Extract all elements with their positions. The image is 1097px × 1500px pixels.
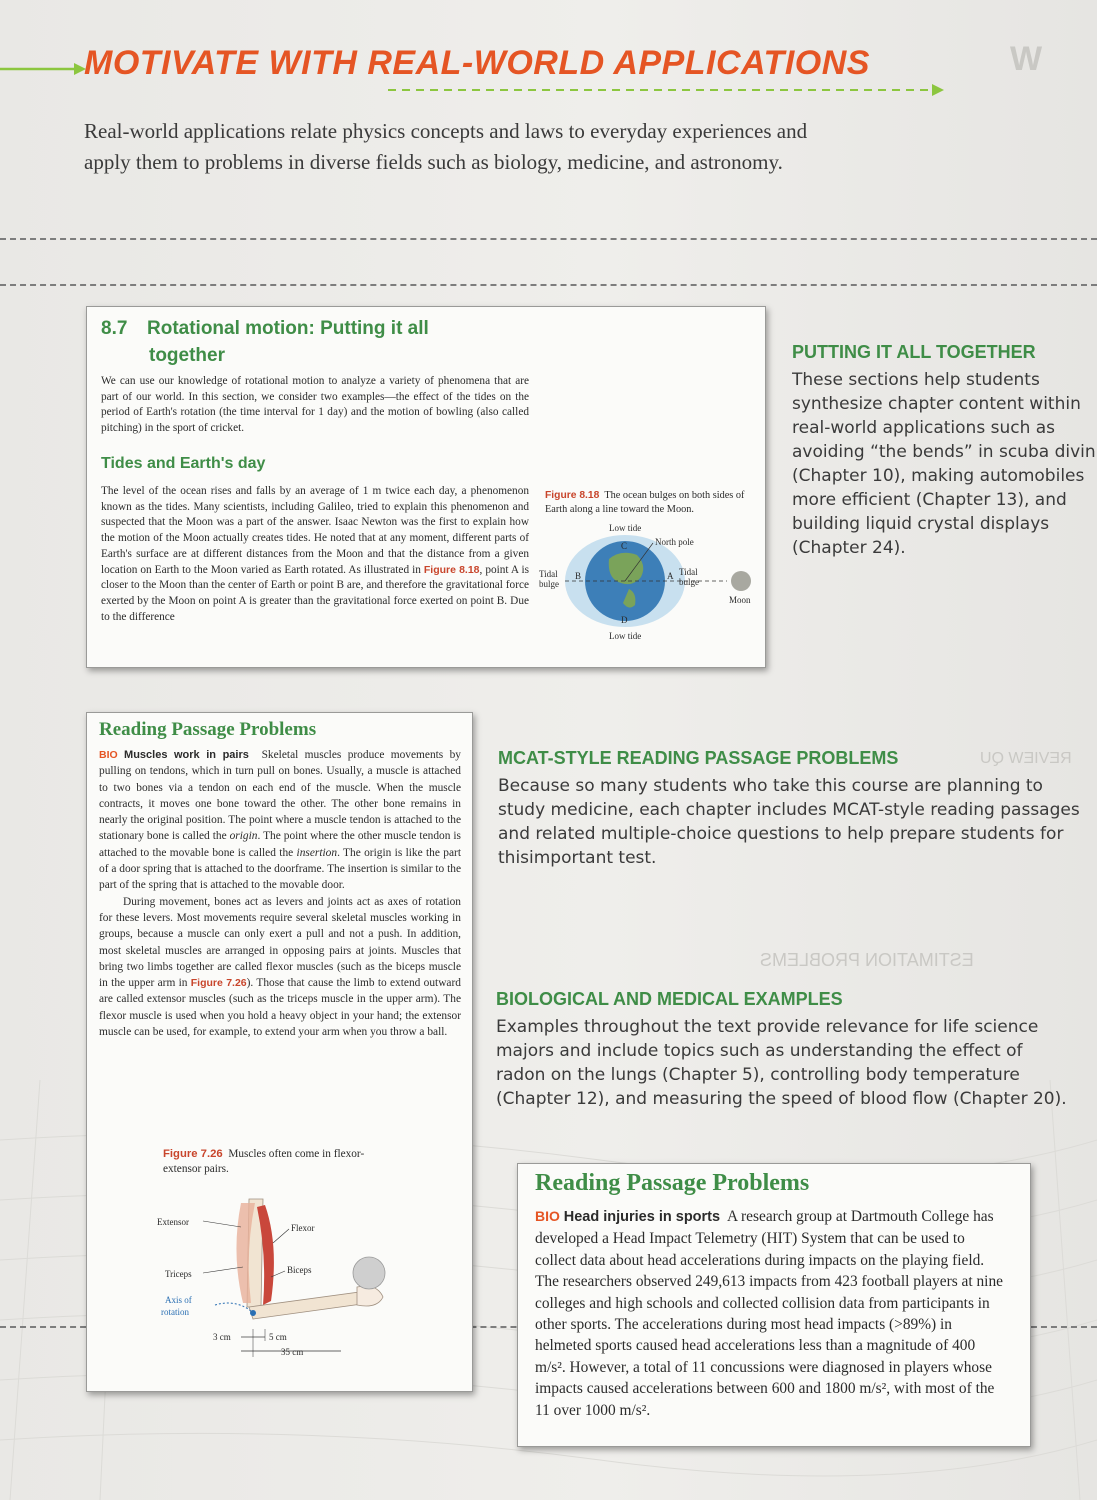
svg-text:Biceps: Biceps <box>287 1265 312 1275</box>
mcat-text: Because so many students who take this course are planning to study medicine, each chapter includes MCAT-style reading passages and related multiple-choice questions to help prepare students for thisimportant test. <box>498 776 1080 868</box>
svg-text:D: D <box>621 615 628 625</box>
arm-muscles-diagram <box>157 1189 387 1385</box>
earth-tides-diagram <box>539 519 759 647</box>
reading-passage-head-injuries <box>517 1163 1031 1447</box>
ghost-text: W <box>1010 40 1043 78</box>
svg-text:Low tide: Low tide <box>609 523 642 533</box>
intro-line-2: apply them to problems in diverse fields such as biology, medicine, and astronomy. <box>84 150 783 174</box>
svg-text:35 cm: 35 cm <box>281 1347 304 1357</box>
subheading-tides: Tides and Earth's day <box>101 455 266 472</box>
svg-text:North pole: North pole <box>655 537 694 547</box>
section-number: 8.7 <box>101 318 128 339</box>
section-heading <box>101 315 521 369</box>
header-arrow-icon <box>0 52 86 86</box>
svg-text:C: C <box>621 541 628 551</box>
bio-medical-text: Examples throughout the text provide relevance for life science majors and include topics such as understanding the effect of radon on the lungs (Chapter 5), controlling body temperature (Chapter 12), and measuring the speed of blood flow (Chapter 20). <box>496 1017 1067 1109</box>
rpp-heading: Reading Passage Problems <box>99 719 317 740</box>
figure-7-26-caption: Figure 7.26 Muscles often come in flexor-extensor pairs. <box>163 1148 365 1175</box>
svg-text:bulge: bulge <box>539 579 559 589</box>
moon-icon <box>731 571 751 591</box>
putting-together-heading: PUTTING IT ALL TOGETHER <box>792 342 1036 362</box>
svg-text:Moon: Moon <box>729 595 751 605</box>
rpp-heading: Reading Passage Problems <box>535 1170 810 1196</box>
tides-paragraph: The level of the ocean rises and falls by an average of 1 m twice each day, a phenomenon known as the tides. Many scientists, including Galileo, tried to explain this phenomenon and suspected that the Moon was a part of the answer. Isaac Newton was the first to explain how the motion of the Moon actually creates tides. He noted that at any moment, different parts of Earth's surface are at different distances from the Moon and that the distance from a given location on Earth to the Moon varied as Earth rotated. As illustrated in Figure 8.18, point A is closer to the Moon than the center of Earth or point B are, and therefore the gravitational force exerted by the Moon on point A is greater than the gravitational force exerted on point B. Due to the difference <box>101 485 529 623</box>
svg-text:5 cm: 5 cm <box>269 1332 287 1342</box>
svg-text:3 cm: 3 cm <box>213 1332 231 1342</box>
svg-text:Axis of: Axis of <box>165 1295 192 1305</box>
muscles-passage: BIO Muscles work in pairs Skeletal muscles produce movements by pulling on tendons, which in turn pull on bones. Usually, a muscle is attached to two bones via a tendon on each end of the muscle. When the muscle contracts, it moves one bone toward the other. The other bone remains in nearly the original position. The point where a muscle tendon is attached to the stationary bone is called the origin. The point where the other muscle tendon is attached to the movable bone is called the insertion. The origin is like the part of a door spring that is attached to the doorframe. The insertion is similar to the part of the spring that is attached to the movable door. During movement, bones act as levers and joints act as axes of rotation for these levers. Most movements require several skeletal muscles working in groups, because a muscle can only exert a pull and not a push. In addition, most skeletal muscles are arranged in opposing pairs at joints. Muscles that bring two limbs together are called flexor muscles (such as the biceps muscle in the upper arm in Figure 7.26). Those that cause the limb to extend outward are called extensor muscles (such as the triceps muscle in the upper arm). The flexor muscle is used when you hold a heavy object in your hand; the extensor muscle can be used, for example, to extend your arm when you throw a ball. <box>99 749 461 1039</box>
section-8-7-excerpt <box>86 306 766 668</box>
bio-tag: BIO <box>99 749 118 761</box>
intro-text <box>84 116 964 178</box>
svg-text:Triceps: Triceps <box>165 1269 192 1279</box>
section-title-line-2: together <box>149 345 225 366</box>
svg-text:Low tide: Low tide <box>609 631 642 641</box>
figure-reference: Figure 8.18 <box>423 563 480 576</box>
mcat-heading: MCAT-STYLE READING PASSAGE PROBLEMS <box>498 748 899 768</box>
page-title: MOTIVATE WITH REAL-WORLD APPLICATIONS <box>84 44 870 82</box>
section-intro: We can use our knowledge of rotational motion to analyze a variety of phenomena that are part of our world. In this section, we consider two examples—the effect of the tides on the period of Earth's rotation (the time interval for 1 day) and the motion of bowling (also called pitching) in the sport of cricket. <box>101 375 529 435</box>
svg-text:bulge: bulge <box>679 577 699 587</box>
svg-text:Tidal: Tidal <box>539 569 558 579</box>
svg-text:B: B <box>575 571 582 581</box>
head-injuries-passage: BIO Head injuries in sports A research group at Dartmouth College has developed a Head Impact Telemetry (HIT) System that can be used to collect data about head accelerations during impacts on the playing field. The researchers observed 249,613 impacts from 423 football players at nine colleges and high schools and collected collision data from participants in other sports. The accelerations during most head impacts (>89%) in helmeted sports caused head accelerations less than a magnitude of 400 m/s². However, a total of 11 concussions were diagnosed in players whose impacts caused accelerations between 600 and 1800 m/s², with most of the 11 over 1000 m/s². <box>535 1208 1003 1419</box>
svg-text:A: A <box>667 571 674 581</box>
dashed-divider <box>0 238 1097 240</box>
bio-tag: BIO <box>535 1208 560 1224</box>
ghost-text: REVIEW QU <box>980 750 1072 767</box>
dashed-divider <box>0 284 1097 286</box>
svg-text:rotation: rotation <box>161 1307 189 1317</box>
putting-together-text: These sections help students synthesize chapter content within real-world applications such as avoiding “the bends” in scuba divin (Chapter 10), making automobiles more efficient (Chapter 13), and building liquid crystal displays (Chapter 24). <box>792 370 1096 558</box>
svg-text:Extensor: Extensor <box>157 1217 189 1227</box>
figure-reference: Figure 7.26 <box>190 977 247 990</box>
bio-medical-heading: BIOLOGICAL AND MEDICAL EXAMPLES <box>496 989 843 1009</box>
ghost-text: ESTIMATION PROBLEMS <box>760 950 974 970</box>
intro-line-1: Real-world applications relate physics concepts and laws to everyday experiences and <box>84 119 808 143</box>
figure-8-18-caption: Figure 8.18 The ocean bulges on both sides of Earth along a line toward the Moon. <box>545 490 745 515</box>
ball-icon <box>353 1257 385 1289</box>
section-title-line-1: Rotational motion: Putting it all <box>147 318 429 339</box>
svg-text:Tidal: Tidal <box>679 567 698 577</box>
title-dashed-arrow-icon <box>388 80 948 100</box>
svg-text:Flexor: Flexor <box>291 1223 315 1233</box>
reading-passage-muscles <box>86 712 473 1392</box>
